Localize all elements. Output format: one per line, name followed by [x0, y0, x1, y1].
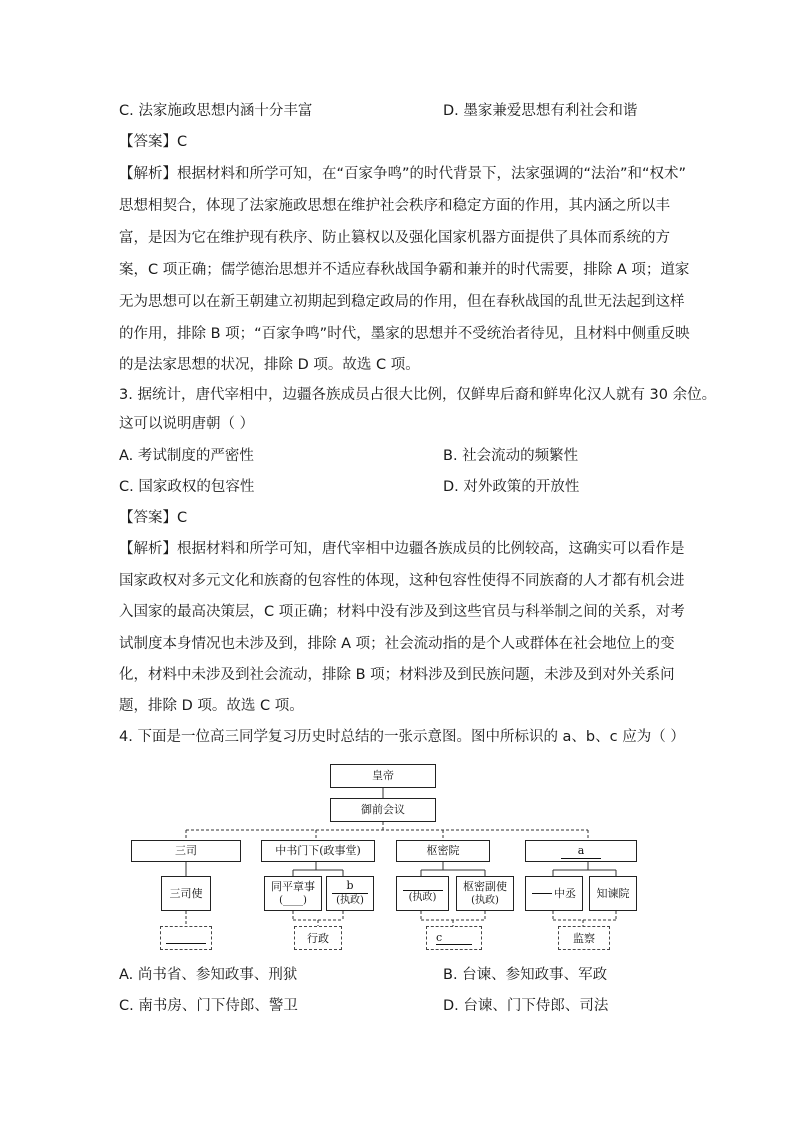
shumifushi-zhizheng: (执政)	[471, 894, 499, 906]
q4-option-a: A. 尚书省、参知政事、刑狱	[119, 967, 298, 983]
sansishi-box: 三司使	[161, 876, 211, 911]
q2-analysis-line: 无为思想可以在新王朝建立初期起到稳定政局的作用，但在春秋战国的乱世无法起到这样	[119, 294, 685, 310]
shumifushi-box	[456, 876, 514, 911]
shumi-blank-line	[403, 882, 443, 891]
q2-analysis-line: 的作用，排除 B 项；“百家争鸣”时代，墨家的思想并不受统治者待见，且材料中侧重反映	[119, 326, 690, 342]
q2-analysis-line: 思想相契合，体现了法家施政思想在维护社会秩序和稳定方面的作用，其内涵之所以丰	[119, 198, 670, 214]
q4-option-b: B. 台谏、参知政事、军政	[443, 967, 608, 983]
b-blank-label: b	[332, 879, 368, 894]
zhongcheng-label: 中丞	[554, 886, 576, 900]
shumi-blank-box	[396, 876, 449, 911]
q3-option-d: D. 对外政策的开放性	[443, 479, 580, 495]
q2-analysis-line: 【解析】根据材料和所学可知，在“百家争鸣”的时代背景下，法家强调的“法治”和“权术”	[119, 166, 687, 182]
q2-analysis-line: 富，是因为它在维护现有秩序、防止篡权以及强化国家机器方面提供了具体而系统的方	[119, 230, 670, 246]
q4-stem: 4. 下面是一位高三同学复习历史时总结的一张示意图。图中所标识的 a、b、c 应为（ ）	[119, 729, 685, 745]
q3-analysis-line: 入国家的最高决策层，C 项正确；材料中没有涉及到这些官员与科举制之间的关系，对考	[119, 604, 685, 620]
q3-stem: 这可以说明唐朝（ ）	[119, 416, 255, 432]
xingzheng-box: 行政	[294, 926, 342, 950]
c-blank-box	[426, 926, 482, 950]
government-structure-diagram	[128, 758, 638, 958]
sansi-blank-line	[166, 933, 206, 944]
q3-stem: 3. 据统计，唐代宰相中，边疆各族成员占很大比例，仅鲜卑后裔和鲜卑化汉人就有 30 余位。	[119, 387, 717, 403]
q3-option-b: B. 社会流动的频繁性	[443, 448, 579, 464]
tongpingzhangshi-box	[264, 876, 322, 911]
q3-option-a: A. 考试制度的严密性	[119, 448, 254, 464]
q2-option-d: D. 墨家兼爱思想有利社会和谐	[443, 103, 638, 119]
sansi-box: 三司	[131, 840, 241, 862]
tongpingzhangshi-label: 同平章事	[271, 879, 315, 893]
shumifushi-label: 枢密副使	[463, 879, 507, 893]
q4-option-d: D. 台谏、门下侍郎、司法	[443, 998, 609, 1014]
q3-analysis-line: 题，排除 D 项。故选 C 项。	[119, 698, 304, 714]
q3-analysis-line: 国家政权对多元文化和族裔的包容性的体现，这种包容性使得不同族裔的人才都有机会进	[119, 573, 685, 589]
shumiyuan-box: 枢密院	[396, 840, 490, 862]
zhongcheng-box	[525, 876, 583, 911]
q3-analysis-line: 【解析】根据材料和所学可知，唐代宰相中边疆各族成员的比例较高，这确实可以看作是	[119, 541, 685, 557]
b-zhizheng-label: (执政)	[336, 895, 364, 906]
zhongshu-menxia-box: 中书门下(政事堂)	[261, 840, 375, 862]
b-blank-box	[326, 876, 374, 911]
council-box: 御前会议	[330, 798, 436, 822]
q4-option-c: C. 南书房、门下侍郎、警卫	[119, 998, 298, 1014]
q2-analysis-line: 案，C 项正确；儒学德治思想并不适应春秋战国争霸和兼并的时代需要，排除 A 项；道家	[119, 262, 690, 278]
sansi-blank-box	[160, 926, 212, 950]
q2-option-c: C. 法家施政思想内涵十分丰富	[119, 103, 313, 119]
a-blank-label: a	[561, 844, 601, 859]
q3-analysis-line: 化，材料中未涉及到社会流动，排除 B 项；材料涉及到民族问题，未涉及到对外关系问	[119, 667, 675, 683]
c-blank-label: c	[436, 931, 472, 945]
q2-analysis-line: 的是法家思想的状况，排除 D 项。故选 C 项。	[119, 357, 420, 373]
emperor-box: 皇帝	[330, 764, 436, 788]
q2-answer: 【答案】C	[119, 134, 188, 150]
a-blank-box	[525, 840, 637, 862]
q3-answer: 【答案】C	[119, 510, 188, 526]
tongpingzhangshi-blank: (____)	[279, 894, 307, 906]
q3-analysis-line: 试制度本身情况也未涉及到，排除 A 项；社会流动指的是个人或群体在社会地位上的变	[119, 636, 675, 652]
jiancha-box: 监察	[558, 926, 610, 950]
q3-option-c: C. 国家政权的包容性	[119, 479, 255, 495]
zhongcheng-blank	[532, 893, 552, 894]
shumi-blank-zhizheng: (执政)	[408, 892, 437, 903]
zhijianyuan-box: 知谏院	[589, 876, 637, 911]
